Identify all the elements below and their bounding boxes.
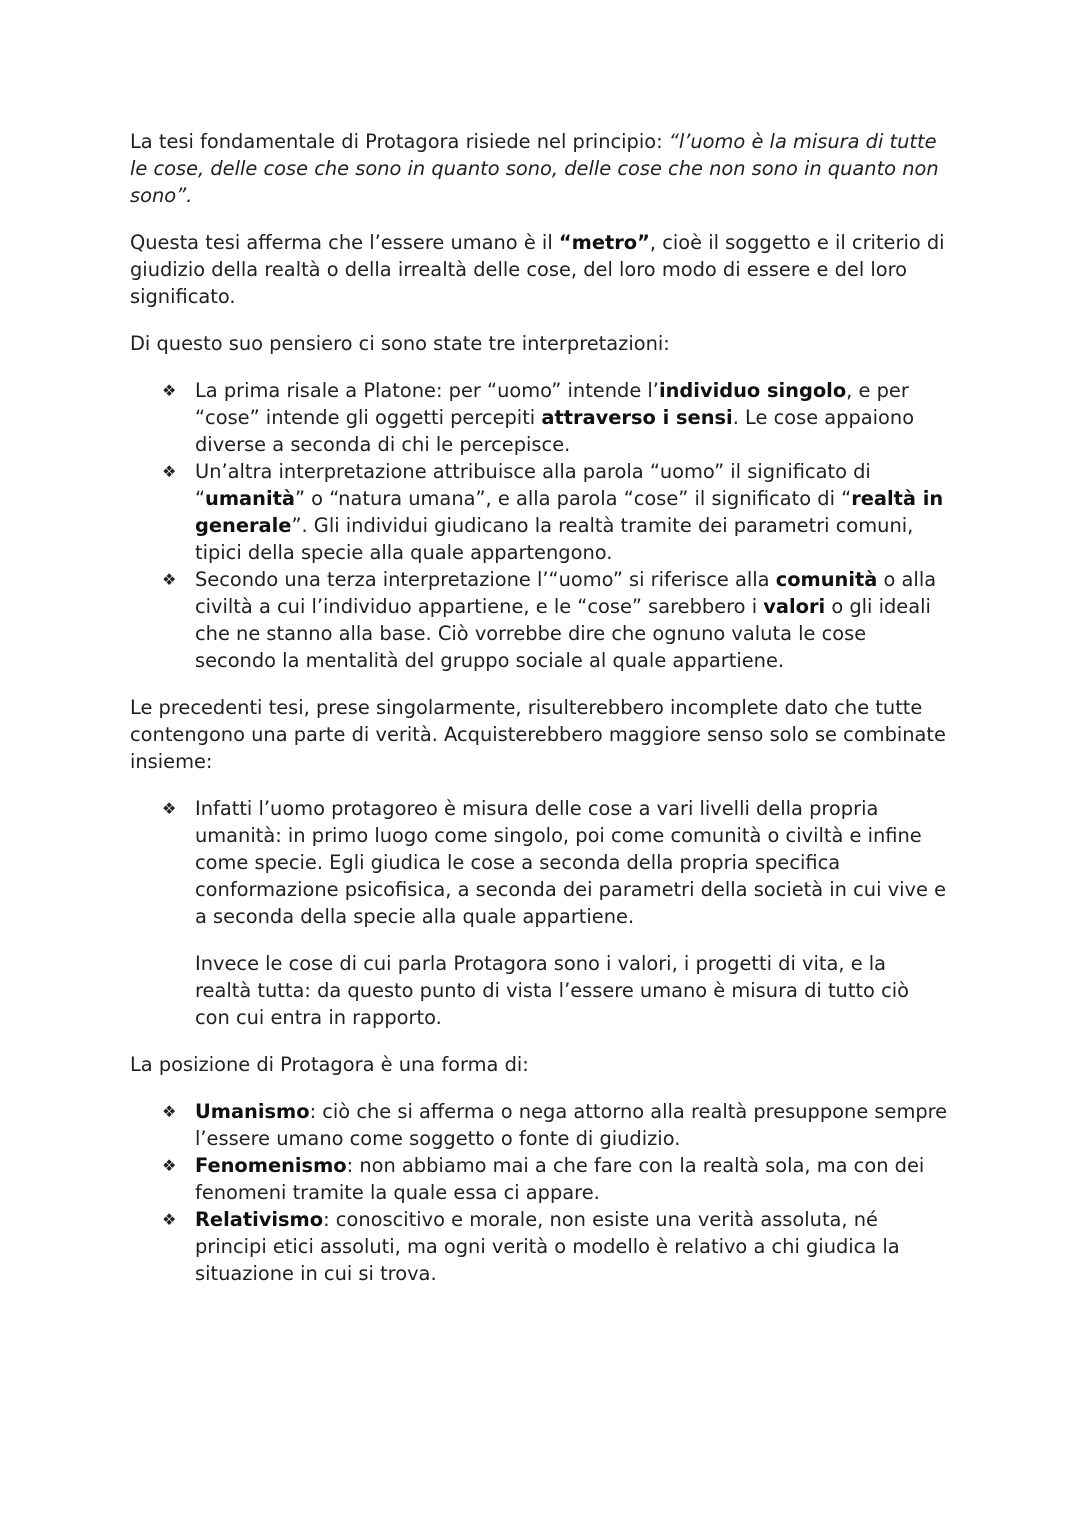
item-text: ” o “natura umana”, e alla parola “cose” il significato di “ xyxy=(294,487,852,510)
diamond-bullet-icon: ❖ xyxy=(162,799,177,818)
paragraph-interpretations-intro: Di questo suo pensiero ci sono state tre interpretazioni: xyxy=(130,332,670,355)
list-item xyxy=(162,566,948,674)
list-item xyxy=(162,795,948,930)
item-bold: Fenomenismo xyxy=(195,1154,347,1177)
diamond-bullet-icon: ❖ xyxy=(162,570,177,589)
item-text: Secondo una terza interpretazione l’“uomo” si riferisce alla xyxy=(195,568,776,591)
item-text: o alla civiltà a cui l’individuo appartiene, e le “cose” sarebbero i xyxy=(195,568,937,618)
paragraph-thesis xyxy=(130,128,948,209)
combined-list xyxy=(130,795,948,930)
metro-text-1: Questa tesi afferma che l’essere umano è il xyxy=(130,231,559,254)
item-bold: realtà in generale xyxy=(195,487,944,537)
diamond-bullet-icon: ❖ xyxy=(162,1156,177,1175)
item-text: La prima risale a Platone: per “uomo” intende l’ xyxy=(195,379,659,402)
paragraph-metro xyxy=(130,229,948,310)
paragraph-position-intro: La posizione di Protagora è una forma di: xyxy=(130,1053,529,1076)
item-text: , e per “cose” intende gli oggetti percepiti xyxy=(195,379,909,429)
metro-text-2: , cioè il soggetto e il criterio di giudizio della realtà o della irrealtà delle cose, del loro modo di essere e del loro significato. xyxy=(130,231,945,308)
diamond-bullet-icon: ❖ xyxy=(162,462,177,481)
item-bold: umanità xyxy=(205,487,295,510)
item-bold: Umanismo xyxy=(195,1100,310,1123)
diamond-bullet-icon: ❖ xyxy=(162,1210,177,1229)
item-text: . Le cose appaiono diverse a seconda di chi le percepisce. xyxy=(195,406,915,456)
list-item xyxy=(162,1206,948,1287)
item-text: Infatti l’uomo protagoreo è misura delle cose a vari livelli della propria umanità: in primo luogo come singolo, poi come comunità o civiltà e infine come specie. Egli giudica le cose a seconda della propria specifica conformazione psicofisica, a seconda dei parametri della società in cui vive e a seconda della specie alla quale appartiene. xyxy=(195,797,946,928)
thesis-quote: “l’uomo è la misura di tutte le cose, delle cose che sono in quanto sono, delle cose che non sono in quanto non sono”. xyxy=(130,130,939,207)
item-text: : ciò che si afferma o nega attorno alla realtà presuppone sempre l’essere umano come soggetto o fonte di giudizio. xyxy=(195,1100,948,1150)
item-text: : non abbiamo mai a che fare con la realtà sola, ma con dei fenomeni tramite la quale essa ci appare. xyxy=(195,1154,925,1204)
paragraph-things-values: Invece le cose di cui parla Protagora sono i valori, i progetti di vita, e la realtà tutta: da questo punto di vista l’essere umano è misura di tutto ciò con cui entra in rapporto. xyxy=(195,952,909,1029)
interpretations-list xyxy=(130,377,948,674)
position-list xyxy=(130,1098,948,1287)
thesis-lead-text: La tesi fondamentale di Protagora risiede nel principio: xyxy=(130,130,669,153)
list-item xyxy=(162,458,948,566)
item-text: : conoscitivo e morale, non esiste una verità assoluta, né principi etici assoluti, ma ogni verità o modello è relativo a chi giudica la situazione in cui si trova. xyxy=(195,1208,900,1285)
item-bold: comunità xyxy=(775,568,878,591)
item-text: ”. Gli individui giudicano la realtà tramite dei parametri comuni, tipici della specie alla quale appartengono. xyxy=(195,514,914,564)
item-text: Un’altra interpretazione attribuisce alla parola “uomo” il significato di “ xyxy=(195,460,871,510)
metro-bold: “metro” xyxy=(558,231,650,254)
item-bold: valori xyxy=(763,595,826,618)
list-item xyxy=(162,1152,948,1206)
diamond-bullet-icon: ❖ xyxy=(162,1102,177,1121)
diamond-bullet-icon: ❖ xyxy=(162,381,177,400)
item-bold: Relativismo xyxy=(195,1208,324,1231)
list-item xyxy=(162,1098,948,1152)
item-text: o gli ideali che ne stanno alla base. Ciò vorrebbe dire che ognuno valuta le cose secondo la mentalità del gruppo sociale al quale appartiene. xyxy=(195,595,931,672)
item-bold: individuo singolo xyxy=(658,379,847,402)
item-bold: attraverso i sensi xyxy=(541,406,733,429)
paragraph-combined: Le precedenti tesi, prese singolarmente, risulterebbero incomplete dato che tutte contengono una parte di verità. Acquisterebbero maggiore senso solo se combinate insieme: xyxy=(130,696,946,773)
list-item xyxy=(162,377,948,458)
